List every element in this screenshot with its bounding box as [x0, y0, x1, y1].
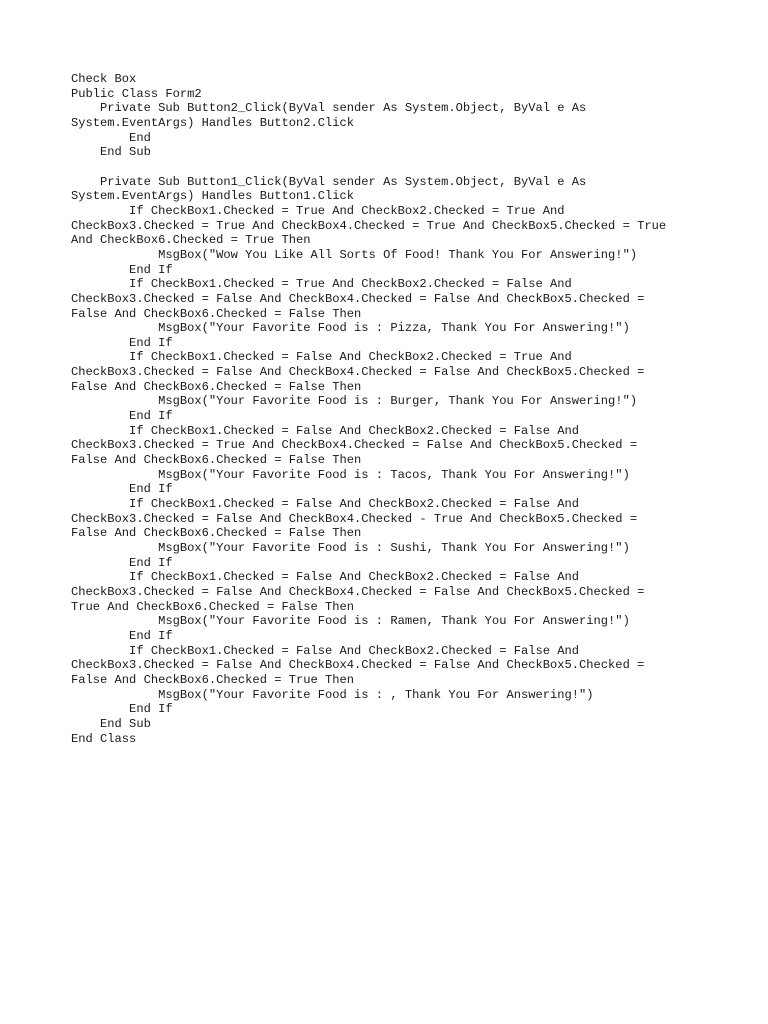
code-line: CheckBox3.Checked = True And CheckBox4.Checked = True And CheckBox5.Checked = True	[71, 218, 667, 233]
code-line: Private Sub Button2_Click(ByVal sender As System.Object, ByVal e As	[71, 101, 587, 116]
code-line: End If	[71, 702, 173, 717]
code-line: Private Sub Button1_Click(ByVal sender As System.Object, ByVal e As	[71, 174, 587, 189]
code-line: End If	[71, 335, 173, 350]
code-line: CheckBox3.Checked = False And CheckBox4.Checked = False And CheckBox5.Checked =	[71, 365, 645, 380]
code-line: False And CheckBox6.Checked = False Then	[71, 453, 362, 468]
code-line: End	[71, 130, 151, 145]
code-line: End If	[71, 409, 173, 424]
code-line: And CheckBox6.Checked = True Then	[71, 233, 311, 248]
code-line: End If	[71, 628, 173, 643]
code-line: CheckBox3.Checked = False And CheckBox4.Checked = False And CheckBox5.Checked =	[71, 658, 645, 673]
code-line: MsgBox("Your Favorite Food is : Pizza, Thank You For Answering!")	[71, 321, 630, 336]
code-line: If CheckBox1.Checked = False And CheckBox2.Checked = False And	[71, 497, 580, 512]
code-line: MsgBox("Wow You Like All Sorts Of Food! Thank You For Answering!")	[71, 247, 638, 262]
code-listing	[71, 72, 751, 746]
code-line: MsgBox("Your Favorite Food is : Tacos, Thank You For Answering!")	[71, 467, 630, 482]
code-line	[71, 160, 751, 175]
code-line: MsgBox("Your Favorite Food is : Ramen, Thank You For Answering!")	[71, 614, 630, 629]
code-line: Public Class Form2	[71, 86, 202, 101]
code-line: End If	[71, 482, 173, 497]
code-line: MsgBox("Your Favorite Food is : , Thank You For Answering!")	[71, 687, 594, 702]
code-line: If CheckBox1.Checked = True And CheckBox2.Checked = False And	[71, 277, 572, 292]
code-line: False And CheckBox6.Checked = False Then	[71, 526, 362, 541]
code-line: MsgBox("Your Favorite Food is : Sushi, Thank You For Answering!")	[71, 541, 630, 555]
code-line: CheckBox3.Checked = True And CheckBox4.Checked = False And CheckBox5.Checked =	[71, 438, 638, 453]
code-line: If CheckBox1.Checked = False And CheckBox2.Checked = True And	[71, 350, 572, 365]
code-line: MsgBox("Your Favorite Food is : Burger, Thank You For Answering!")	[71, 394, 638, 409]
code-line: Check Box	[71, 72, 137, 86]
code-line: False And CheckBox6.Checked = True Then	[71, 672, 355, 687]
code-line: If CheckBox1.Checked = False And CheckBox2.Checked = False And	[71, 643, 580, 658]
code-line: End If	[71, 262, 173, 277]
code-line: End Sub	[71, 145, 151, 160]
code-line: System.EventArgs) Handles Button1.Click	[71, 189, 355, 204]
code-line: CheckBox3.Checked = False And CheckBox4.Checked - True And CheckBox5.Checked =	[71, 511, 638, 526]
code-line: If CheckBox1.Checked = False And CheckBox2.Checked = False And	[71, 423, 580, 438]
code-line: CheckBox3.Checked = False And CheckBox4.Checked = False And CheckBox5.Checked =	[71, 584, 645, 599]
code-line: If CheckBox1.Checked = True And CheckBox2.Checked = True And	[71, 203, 565, 218]
code-line: System.EventArgs) Handles Button2.Click	[71, 115, 355, 130]
code-line: If CheckBox1.Checked = False And CheckBox2.Checked = False And	[71, 570, 580, 585]
code-line: End Sub	[71, 716, 151, 731]
code-line: True And CheckBox6.Checked = False Then	[71, 599, 355, 614]
code-line: False And CheckBox6.Checked = False Then	[71, 306, 362, 321]
code-line: False And CheckBox6.Checked = False Then	[71, 379, 362, 394]
code-line: End If	[71, 555, 173, 570]
code-line: CheckBox3.Checked = False And CheckBox4.Checked = False And CheckBox5.Checked =	[71, 291, 645, 306]
code-line: End Class	[71, 731, 137, 746]
